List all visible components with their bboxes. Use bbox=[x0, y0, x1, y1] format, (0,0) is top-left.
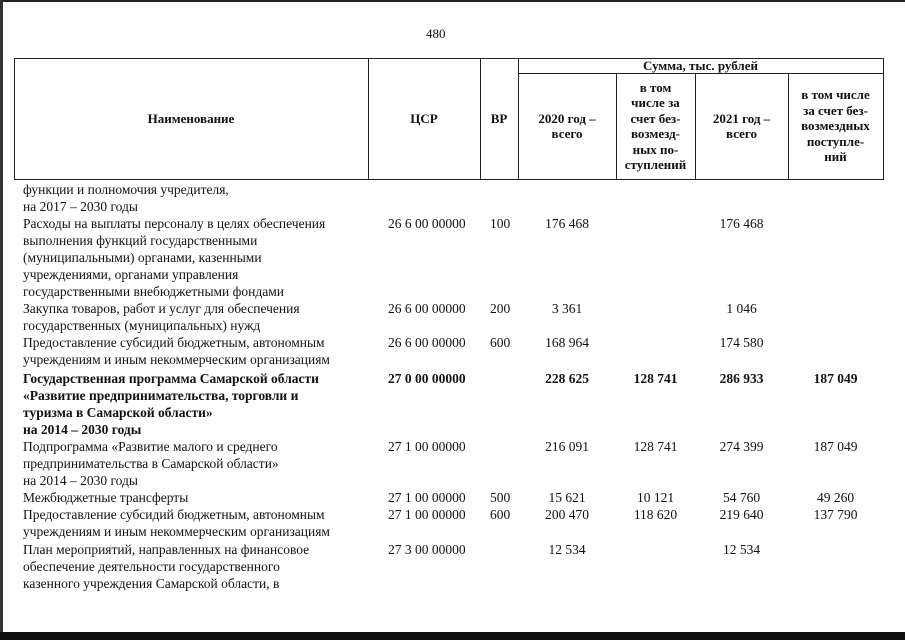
row-sum-2021: 12 534 bbox=[722, 542, 761, 557]
row-sum-2020: 12 534 bbox=[548, 542, 586, 557]
row-gratuitous-2021: 49 260 bbox=[816, 490, 855, 505]
row-name: функции и полномочия учредителя, на 2017 – 2030 годы bbox=[23, 182, 229, 214]
row-sum-2021: 219 640 bbox=[719, 507, 764, 522]
row-sum-2020: 216 091 bbox=[545, 439, 589, 454]
row-sum-2020: 3 361 bbox=[551, 301, 583, 316]
row-sum-2021: 176 468 bbox=[719, 216, 764, 231]
row-csr: 27 1 00 00000 bbox=[388, 439, 466, 454]
row-vr: 200 bbox=[490, 301, 511, 316]
row-sum-2020: 176 468 bbox=[545, 216, 589, 231]
row-sum-2021: 274 399 bbox=[719, 439, 764, 454]
header-2020-total: 2020 год – всего bbox=[538, 110, 596, 141]
row-sum-2021: 54 760 bbox=[722, 490, 761, 505]
header-name: Наименование bbox=[147, 111, 235, 127]
row-gratuitous-2021: 187 049 bbox=[813, 439, 858, 454]
row-csr: 26 6 00 00000 bbox=[388, 335, 466, 350]
row-gratuitous-2020: 118 620 bbox=[633, 507, 678, 522]
row-gratuitous-2020: 10 121 bbox=[636, 490, 675, 505]
row-name: Закупка товаров, работ и услуг для обеспечения государственных (муниципальных) нужд bbox=[23, 301, 300, 333]
row-name: Предоставление субсидий бюджетным, автономным учреждениям и иным некоммерческим организациям bbox=[23, 335, 330, 367]
row-vr: 500 bbox=[490, 490, 511, 505]
row-name: Предоставление субсидий бюджетным, автономным учреждениям и иным некоммерческим организациям bbox=[23, 507, 330, 539]
row-name: Межбюджетные трансферты bbox=[23, 490, 189, 505]
row-gratuitous-2020: 128 741 bbox=[633, 371, 678, 386]
page-number: 480 bbox=[426, 26, 446, 41]
row-csr: 27 0 00 00000 bbox=[388, 371, 466, 386]
row-vr: 600 bbox=[490, 335, 511, 350]
row-gratuitous-2021: 137 790 bbox=[813, 507, 858, 522]
row-sum-2020: 168 964 bbox=[545, 335, 589, 350]
page-bottom-border bbox=[0, 632, 905, 640]
row-csr: 27 1 00 00000 bbox=[388, 490, 466, 505]
row-csr: 27 1 00 00000 bbox=[388, 507, 466, 522]
header-vr: ВР bbox=[490, 111, 508, 127]
table-header bbox=[0, 58, 905, 180]
row-name: Государственная программа Самарской области «Развитие предпринимательства, торговли и туризма в Самарской области» на 2014 – 2030 годы bbox=[23, 371, 319, 437]
header-2021-gratuitous: в том числе за счет без- возмездных поступле- ний bbox=[801, 87, 870, 165]
header-2020-gratuitous: в том числе за счет без- возмезд- ных по- ступлений bbox=[624, 79, 687, 172]
row-sum-2020: 15 621 bbox=[548, 490, 586, 505]
header-csr: ЦСР bbox=[410, 111, 438, 127]
row-csr: 27 3 00 00000 bbox=[388, 542, 466, 557]
row-sum-2021: 1 046 bbox=[726, 301, 757, 316]
row-sum-2020: 200 470 bbox=[545, 507, 589, 522]
row-sum-2020: 228 625 bbox=[545, 371, 589, 386]
header-2021-total: 2021 год – всего bbox=[712, 110, 771, 141]
row-vr: 100 bbox=[490, 216, 511, 231]
row-vr: 600 bbox=[490, 507, 511, 522]
row-sum-2021: 286 933 bbox=[719, 371, 764, 386]
header-sum-group: Сумма, тыс. рублей bbox=[643, 57, 758, 73]
row-sum-2021: 174 580 bbox=[719, 335, 764, 350]
row-gratuitous-2020: 128 741 bbox=[633, 439, 678, 454]
row-csr: 26 6 00 00000 bbox=[388, 301, 466, 316]
row-name: Подпрограмма «Развитие малого и среднего предпринимательства в Самарской области» на 2014 – 2030 годы bbox=[23, 439, 279, 488]
row-name: План мероприятий, направленных на финансовое обеспечение деятельности государственного казенного учреждения Самарской области, в bbox=[23, 542, 310, 591]
row-gratuitous-2021: 187 049 bbox=[813, 371, 858, 386]
row-name: Расходы на выплаты персоналу в целях обеспечения выполнения функций государственными (муниципальными) органами, казенными учреждениями, органами управления государственными внебюджетными фондами bbox=[23, 216, 326, 299]
page-top-border bbox=[0, 0, 905, 2]
row-csr: 26 6 00 00000 bbox=[388, 216, 466, 231]
